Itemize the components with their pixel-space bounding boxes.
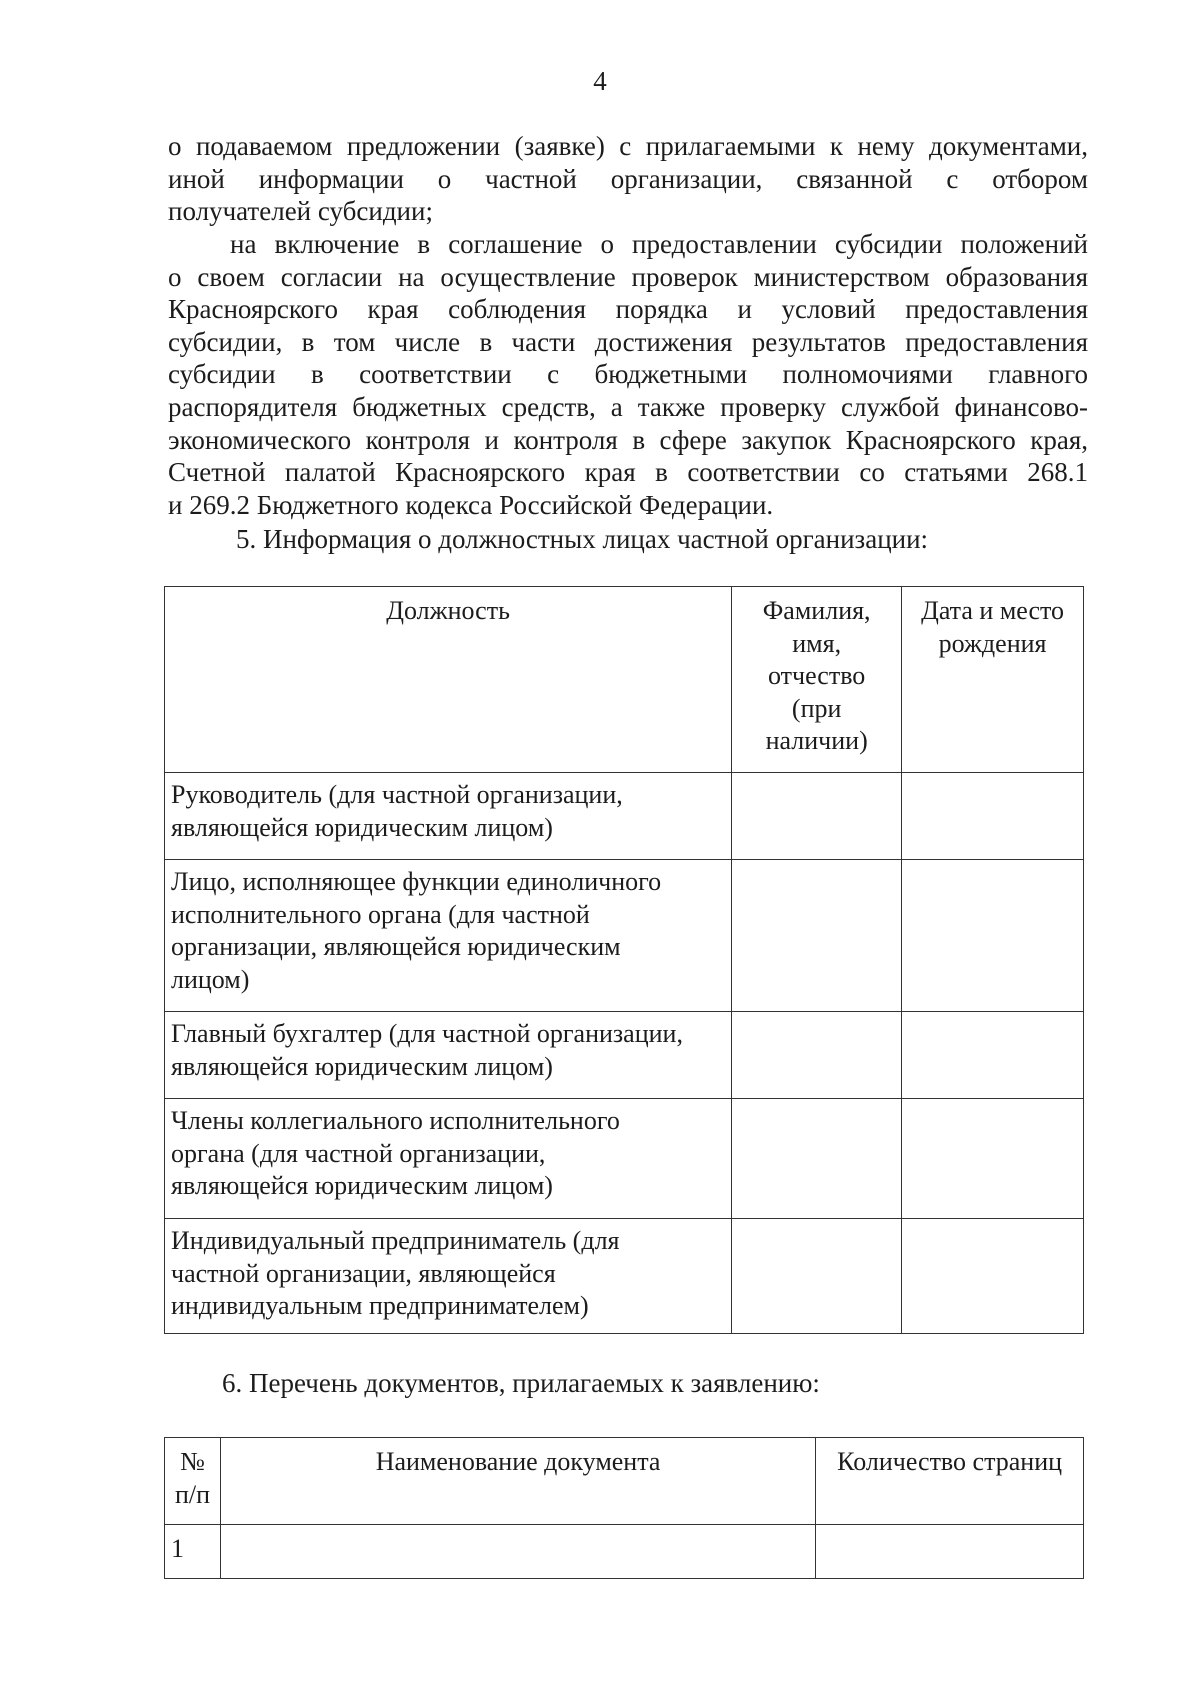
birth-cell [902, 860, 1084, 1012]
page-number: 4 [593, 66, 607, 96]
header-position: Должность [165, 587, 732, 773]
text-line: о подаваемом предложении (заявке) с прилагаемыми к нему документами, [168, 131, 1088, 161]
text-line: экономического контроля и контроля в сфере закупок Красноярского края, [168, 424, 1088, 455]
text-line: Красноярского края соблюдения порядка и условий предоставления [168, 294, 1088, 325]
officials-table [164, 586, 1084, 1334]
header-number: № п/п [165, 1438, 221, 1525]
table-row [165, 1525, 1084, 1579]
full-name-cell [732, 1219, 902, 1334]
header-birth-date-place: Дата и место рождения [902, 587, 1084, 773]
text-line: субсидии, в том числе в части достижения результатов предоставления [168, 326, 1088, 357]
birth-cell [902, 773, 1084, 860]
section-6-title: 6. Перечень документов, прилагаемых к заявлению: [222, 1368, 820, 1398]
paragraph-consent-inspection [168, 228, 1088, 521]
full-name-cell [732, 773, 902, 860]
header-full-name: Фамилия, имя, отчество (при наличии) [732, 587, 902, 773]
text-line: получателей субсидии; [168, 196, 433, 227]
header-document-name: Наименование документа [220, 1438, 815, 1525]
position-cell: Главный бухгалтер (для частной организации, являющейся юридическим лицом) [165, 1012, 732, 1099]
birth-cell [902, 1099, 1084, 1219]
table-row [165, 773, 1084, 860]
paragraph-consent-info [168, 130, 1088, 228]
full-name-cell [732, 1012, 902, 1099]
position-cell: Индивидуальный предприниматель (для частной организации, являющейся индивидуальным предпринимателем) [165, 1219, 732, 1334]
table-header-row [165, 587, 1084, 773]
section-5-title: 5. Информация о должностных лицах частной организации: [236, 524, 929, 554]
position-cell: Руководитель (для частной организации, являющейся юридическим лицом) [165, 773, 732, 860]
documents-table [164, 1437, 1084, 1579]
text-line: распорядителя бюджетных средств, а также проверку службой финансово- [168, 391, 1088, 422]
page-count-cell [816, 1525, 1084, 1579]
document-name-cell [220, 1525, 815, 1579]
position-cell: Члены коллегиального исполнительного органа (для частной организации, являющейся юридическим лицом) [165, 1099, 732, 1219]
text-line: Счетной палатой Красноярского края в соответствии со статьями 268.1 [168, 457, 1088, 488]
birth-cell [902, 1012, 1084, 1099]
row-number-cell: 1 [165, 1525, 221, 1579]
table-row [165, 1099, 1084, 1219]
text-line: иной информации о частной организации, связанной с отбором [168, 163, 1088, 194]
position-cell: Лицо, исполняющее функции единоличного исполнительного органа (для частной организации, являющейся юридическим лицом) [165, 860, 732, 1012]
text-line: о своем согласии на осуществление проверок министерством образования [168, 261, 1088, 292]
full-name-cell [732, 1099, 902, 1219]
table-row [165, 1012, 1084, 1099]
table-row [165, 1219, 1084, 1334]
text-line: субсидии в соответствии с бюджетными полномочиями главного [168, 359, 1088, 390]
text-line: и 269.2 Бюджетного кодекса Российской Федерации. [168, 489, 774, 520]
table-header-row [165, 1438, 1084, 1525]
header-page-count: Количество страниц [816, 1438, 1084, 1525]
full-name-cell [732, 860, 902, 1012]
table-row [165, 860, 1084, 1012]
text-line: на включение в соглашение о предоставлении субсидии положений [230, 229, 1088, 259]
birth-cell [902, 1219, 1084, 1334]
